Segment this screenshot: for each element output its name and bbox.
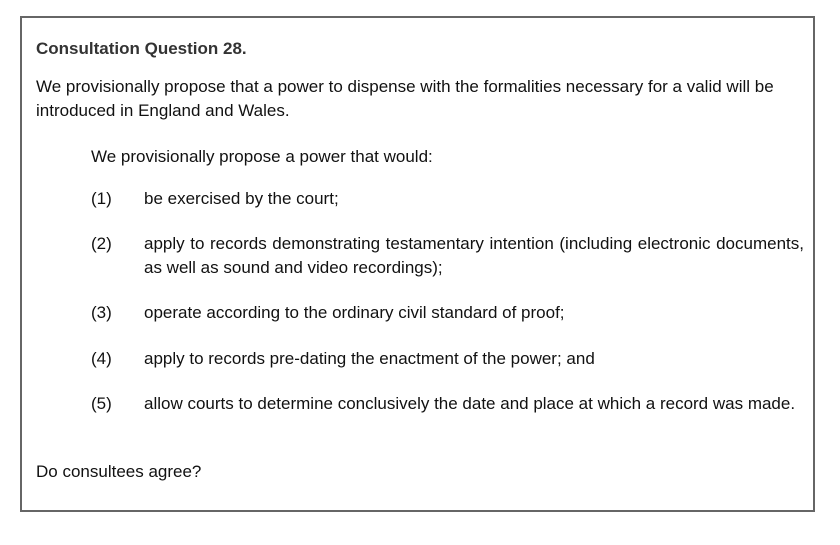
item-number: (4): [91, 349, 112, 368]
item-text: allow courts to determine conclusively the date and place at which a record was made.: [144, 394, 796, 413]
item-text: apply to records demonstrating testamentary intention (including electronic documents, as well as sound and video recordings);: [144, 234, 804, 277]
closing-question: Do consultees agree?: [36, 462, 202, 481]
item-number: (1): [91, 189, 112, 208]
consultation-heading: Consultation Question 28.: [36, 39, 247, 58]
consultation-question-box: [20, 16, 815, 512]
item-number: (3): [91, 303, 112, 322]
item-text: apply to records pre-dating the enactment of the power; and: [144, 349, 595, 368]
item-text: be exercised by the court;: [144, 189, 339, 208]
item-number: (5): [91, 394, 112, 413]
item-number: (2): [91, 234, 112, 253]
proposal-intro: We provisionally propose that a power to dispense with the formalities necessary for a valid will be introduced in England and Wales.: [36, 77, 774, 120]
item-text: operate according to the ordinary civil standard of proof;: [144, 303, 565, 322]
proposal-lead: We provisionally propose a power that would:: [91, 147, 433, 166]
